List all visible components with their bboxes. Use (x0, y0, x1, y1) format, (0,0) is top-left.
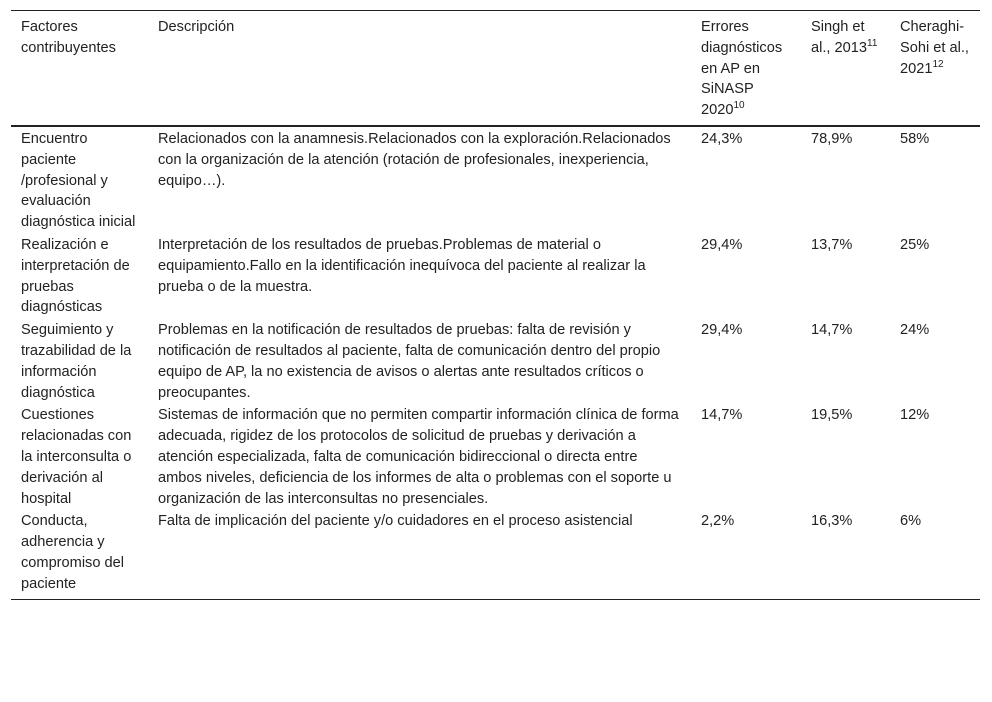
factor-cell: Cuestiones relacionadas con la interconsulta o derivación al hospital (21, 407, 132, 507)
description-cell: Interpretación de los resultados de pruebas.Problemas de material o equipamiento.Fallo en la identificación inequívoca del paciente al realizar la prueba o de la muestra. (158, 236, 646, 295)
singh-value: 14,7% (811, 322, 853, 339)
singh-value: 19,5% (811, 407, 853, 424)
singh-value: 16,3% (801, 509, 890, 599)
sinasp-value: 29,4% (701, 322, 743, 339)
description-cell: Problemas en la notificación de resultados de pruebas: falta de revisión y notificación de resultados al paciente, falta de comunicación dentro del propio equipo de AP, la no existencia de avisos o alertas ante resultados críticos o preocupantes. (158, 322, 661, 401)
description-cell: Sistemas de información que no permiten compartir información clínica de forma adecuada, rigidez de los protocolos de solicitud de pruebas y derivación a atención especializada, falta de comunicación bidireccional o directa entre ambos niveles, deficiencia de los informes de alta o problemas con el soporte u organización de las interconsultas no presenciales. (158, 407, 679, 507)
sinasp-value: 29,4% (701, 236, 743, 253)
table-row (11, 126, 980, 233)
singh-value: 13,7% (811, 236, 853, 253)
factor-cell: Conducta, adherencia y compromiso del paciente (11, 509, 148, 599)
header-cheraghi: Cheraghi-Sohi et al., 2021$^{12}$ (890, 11, 980, 126)
description-cell: Falta de implicación del paciente y/o cuidadores en el proceso asistencial (148, 509, 691, 599)
header-sinasp: Errores diagnósticos en AP en SiNASP 2020$^{10}$ (691, 11, 801, 126)
header-factores: Factores contribuyentes (11, 11, 148, 126)
factor-cell: Seguimiento y trazabilidad de la información diagnóstica (21, 322, 132, 401)
contributing-factors-table (11, 10, 980, 600)
factor-cell: Realización e interpretación de pruebas diagnósticas (21, 236, 130, 316)
cheraghi-value: 12% (900, 407, 930, 424)
table-row (11, 509, 980, 599)
cheraghi-value: 24% (900, 322, 930, 339)
description-cell: Relacionados con la anamnesis.Relacionados con la exploración.Relacionados con la organización de la atención (rotación de profesionales, inexperiencia, equipo…). (158, 130, 671, 189)
reference-number: 11 (867, 37, 878, 49)
sinasp-value: 24,3% (701, 130, 743, 147)
header-singh: Singh et al., 2013$^{11}$ (801, 11, 890, 126)
sinasp-value: 2,2% (691, 509, 801, 599)
sinasp-value: 14,7% (701, 407, 743, 424)
cheraghi-value: 6% (890, 509, 980, 599)
reference-number: 12 (932, 58, 944, 70)
table-row (11, 318, 980, 403)
cheraghi-value: 25% (900, 236, 930, 253)
cheraghi-value: 58% (900, 130, 930, 147)
table-row (11, 233, 980, 318)
factor-cell: Encuentro paciente /profesional y evaluación diagnóstica inicial (21, 130, 136, 231)
singh-value: 78,9% (811, 130, 853, 147)
table-header-row (11, 11, 980, 126)
header-descripcion: Descripción (148, 11, 691, 126)
table-row (11, 403, 980, 509)
reference-number: 10 (733, 100, 745, 112)
